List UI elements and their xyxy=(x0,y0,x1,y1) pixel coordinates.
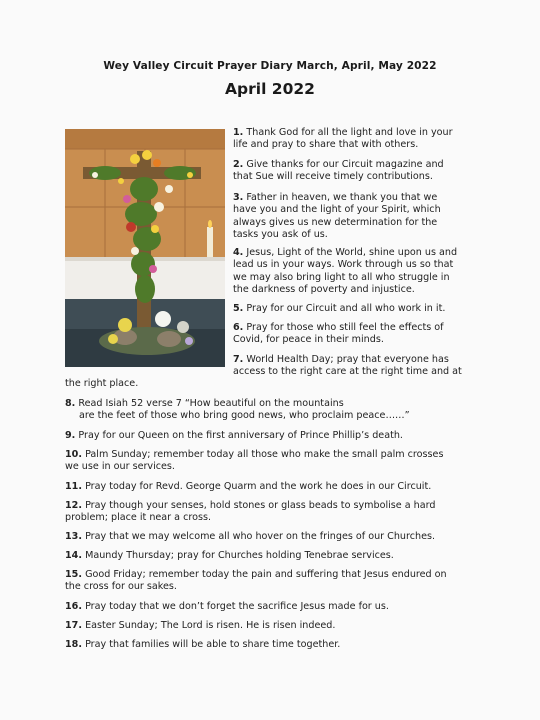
entry-9: 9. Pray for our Queen on the first anniversary of Prince Phillip’s death. xyxy=(65,430,403,441)
entry-7: 7. World Health Day; pray that everyone has access to the right care at the right time and at xyxy=(233,354,462,378)
entry-3: 3. Father in heaven, we thank you that we have you and the light of your Spirit, which always gives us new determination for the tasks you ask of us. xyxy=(233,192,441,240)
entry-5: 5. Pray for our Circuit and all who work in it. xyxy=(233,303,446,314)
entry-14: 14. Maundy Thursday; pray for Churches holding Tenebrae services. xyxy=(65,550,394,561)
entry-17: 17. Easter Sunday; The Lord is risen. He is risen indeed. xyxy=(65,620,336,631)
entry-2: 2. Give thanks for our Circuit magazine and that Sue will receive timely contributions. xyxy=(233,159,444,183)
flower-cross-photo xyxy=(65,129,225,367)
entry-4: 4. Jesus, Light of the World, shine upon us and lead us in your ways. Work through us so that we may also bring light to all who struggle in the darkness of poverty and injustice. xyxy=(233,247,458,295)
entry-15: 15. Good Friday; remember today the pain and suffering that Jesus endured on the cross for our sakes. xyxy=(65,569,447,593)
entry-7-continued: the right place. xyxy=(65,378,139,389)
entry-12: 12. Pray though your senses, hold stones or glass beads to symbolise a hard problem; place it near a cross. xyxy=(65,500,436,524)
entry-11: 11. Pray today for Revd. George Quarm and the work he does in our Circuit. xyxy=(65,481,432,492)
entry-1: 1. Thank God for all the light and love in your life and pray to share that with others. xyxy=(233,127,453,151)
entry-6: 6. Pray for those who still feel the effects of Covid, for peace in their minds. xyxy=(233,322,444,346)
entry-18: 18. Pray that families will be able to share time together. xyxy=(65,639,341,650)
entry-16: 16. Pray today that we don’t forget the sacrifice Jesus made for us. xyxy=(65,601,389,612)
entry-10: 10. Palm Sunday; remember today all those who make the small palm crosses we use in our services. xyxy=(65,449,444,473)
diary-header: Wey Valley Circuit Prayer Diary March, April, May 2022 xyxy=(103,60,437,72)
entry-13: 13. Pray that we may welcome all who hover on the fringes of our Churches. xyxy=(65,531,436,542)
month-title: April 2022 xyxy=(225,80,315,98)
entry-8: 8. Read Isiah 52 verse 7 “How beautiful on the mountains are the feet of those who bring good news, who proclaim peace……” xyxy=(65,398,410,422)
